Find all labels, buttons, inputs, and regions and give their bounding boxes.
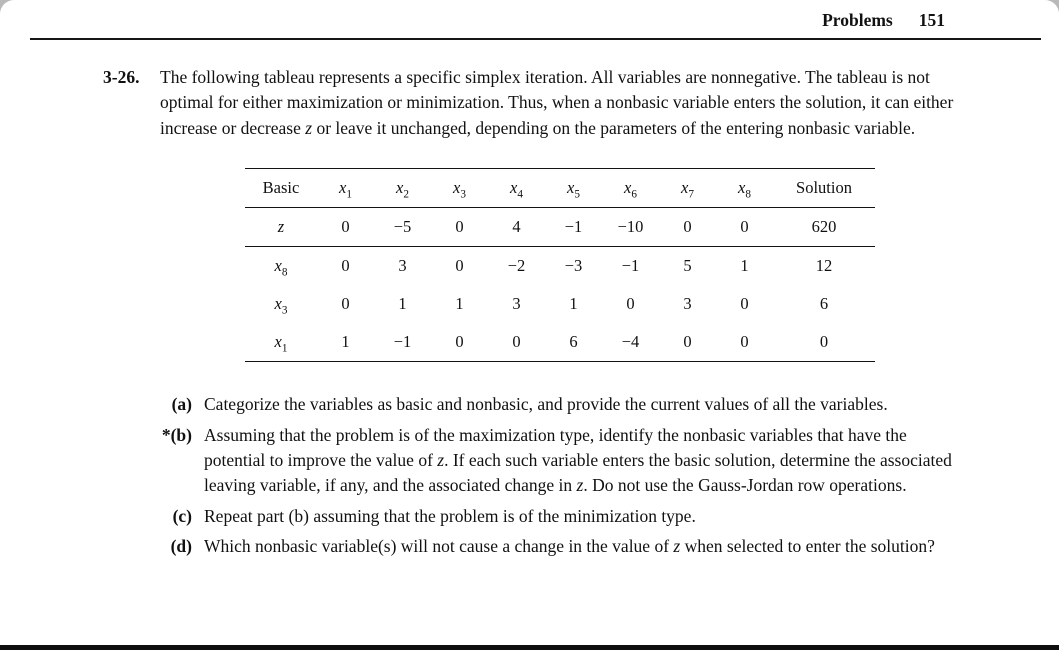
tableau-value-cell: 4 [512,217,521,237]
tableau-row [245,247,875,286]
tableau-column-header: $x_5$ [567,178,580,201]
problem-parts [150,392,1059,559]
tableau-value-cell: 0 [740,332,749,352]
tableau-column-header: $x_8$ [738,178,751,201]
tableau-basic-cell: $x_3$ [274,294,288,317]
tableau-row [245,208,875,247]
tableau-basic-cell: z [277,217,285,237]
tableau-value-cell: −5 [393,217,412,237]
tableau-basic-cell: $x_8$ [274,256,288,279]
page-header [0,0,1059,31]
tableau-value-cell: 0 [683,332,692,352]
problem-part [150,534,1059,559]
tableau-value-cell: 1 [398,294,407,314]
tableau-value-cell: 0 [512,332,521,352]
tableau-column-header: $x_1$ [339,178,352,201]
tableau-value-cell: −4 [621,332,640,352]
part-label: (c) [172,505,192,526]
tableau-column-header: $x_2$ [396,178,409,201]
tableau-value-cell: 0 [455,332,464,352]
tableau-value-cell: −1 [564,217,583,237]
tableau-value-cell: −3 [564,256,583,276]
tableau-value-cell: 5 [683,256,692,276]
tableau-solution-cell: 0 [819,332,829,352]
tableau-header-row [245,169,875,208]
tableau-value-cell: 6 [569,332,578,352]
problem-part [150,423,1059,499]
tableau-body [245,208,875,362]
tableau-value-cell: 0 [341,294,350,314]
tableau-value-cell: 1 [569,294,578,314]
tableau-column-header: $x_4$ [510,178,523,201]
tableau-row [245,323,875,362]
problem-part [150,392,1059,417]
tableau-value-cell: −2 [507,256,526,276]
tableau-value-cell: −1 [621,256,640,276]
tableau-column-header: $x_7$ [681,178,694,201]
part-text: Which nonbasic variable(s) will not cause a change in the value of z when selected to enter the solution? [204,536,935,556]
tableau-value-cell: 0 [455,217,464,237]
tableau-value-cell: 0 [683,217,692,237]
page-bottom-rule [0,645,1059,650]
tableau-row [245,285,875,323]
tableau-column-header: $x_6$ [624,178,637,201]
tableau-value-cell: 3 [398,256,407,276]
problem-intro: The following tableau represents a specific simplex iteration. All variables are nonnegative. The tableau is not optimal for either maximization or minimization. Thus, when a nonbasic variable enters the solution, it can either increase or decrease z or leave it unchanged, depending on the parameters of the entering nonbasic variable. [160,67,954,138]
simplex-tableau [245,168,875,362]
header-rule [30,38,1041,40]
part-text: Repeat part (b) assuming that the problem is of the minimization type. [204,505,696,526]
part-label: (d) [170,536,192,556]
running-head: Problems [822,10,893,30]
tableau-value-cell: 0 [626,294,635,314]
tableau-value-cell: 0 [740,294,749,314]
part-text: Categorize the variables as basic and nonbasic, and provide the current values of all the variables. [204,394,888,415]
tableau-head [245,169,875,208]
tableau-value-cell: 0 [341,217,350,237]
tableau-solution-cell: 6 [819,294,829,314]
tableau-column-header: $x_3$ [453,178,466,201]
tableau-value-cell: −1 [393,332,412,352]
tableau-solution-cell: 12 [815,256,833,276]
problem-statement [103,65,1059,141]
tableau-solution-cell: 620 [811,217,837,237]
tableau-basic-cell: $x_1$ [274,332,288,355]
tableau-column-header: Solution [796,178,852,198]
tableau-value-cell: 0 [740,217,749,237]
part-label: *(b) [161,424,192,445]
tableau-value-cell: 3 [683,294,692,314]
tableau-value-cell: −10 [617,217,644,237]
problem-number: 3-26. [103,67,140,87]
tableau-value-cell: 1 [455,294,464,314]
problem-part [150,504,1059,529]
tableau-value-cell: 0 [341,256,350,276]
tableau-value-cell: 1 [740,256,749,276]
tableau-value-cell: 3 [512,294,521,314]
tableau-value-cell: 1 [341,332,350,352]
tableau-value-cell: 0 [455,256,464,276]
page-number: 151 [918,10,945,30]
part-label: (a) [171,394,192,415]
part-text: Assuming that the problem is of the maximization type, identify the nonbasic variables that have the potential to improve the value of z. If each such variable enters the basic solution, determine the associated leaving variable, if any, and the associated change in z. Do not use the Gauss-Jordan row operations. [204,424,952,496]
tableau-column-header: Basic [262,178,300,198]
